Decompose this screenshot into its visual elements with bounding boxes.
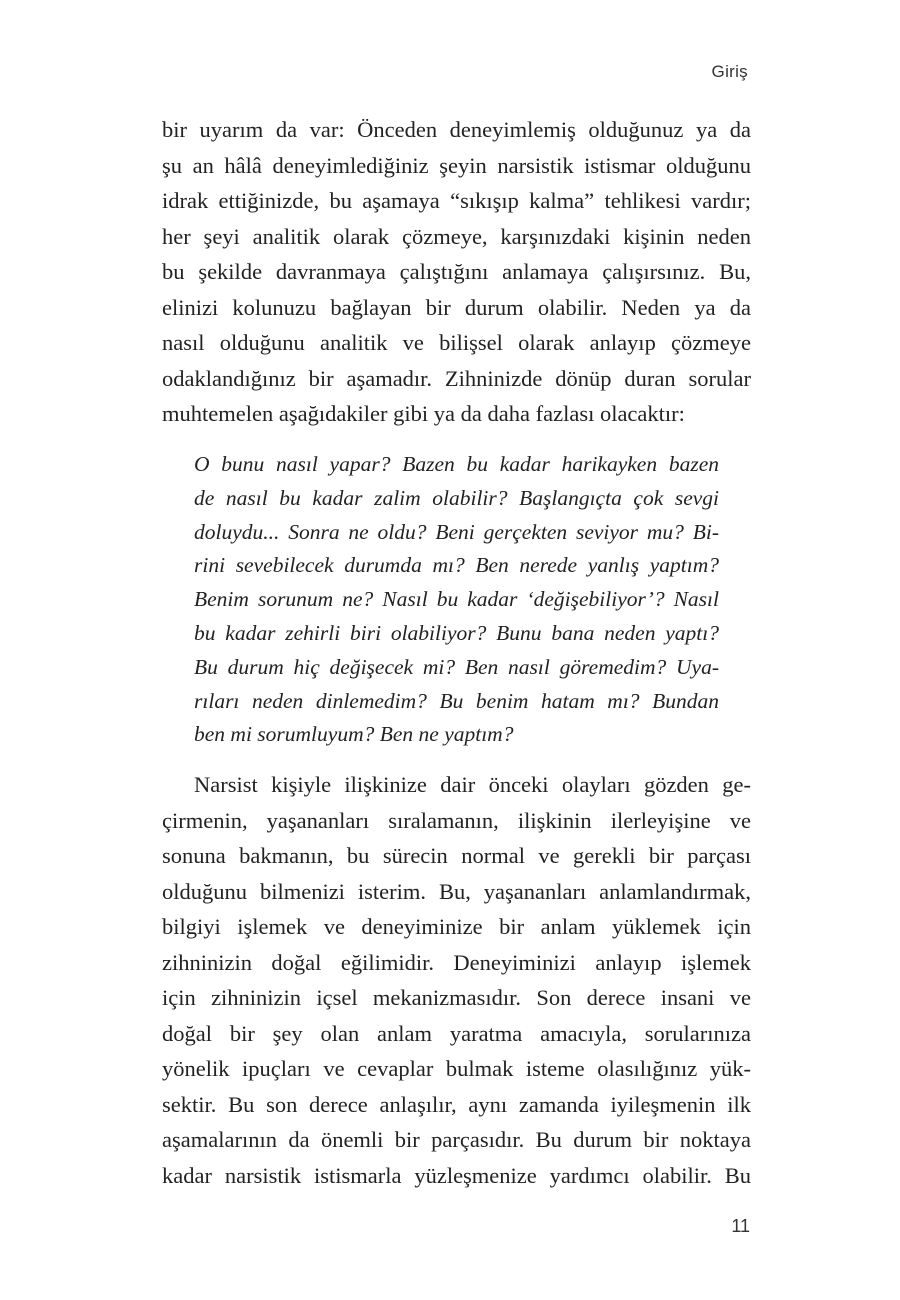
- text-line: yönelik ipuçları ve cevaplar bulmak isteme olasılığınız yük-: [162, 1056, 751, 1081]
- paragraph-1: [162, 112, 751, 432]
- text-line: aşamalarının da önemli bir parçasıdır. Bu durum bir noktaya: [162, 1127, 751, 1152]
- text-line: odaklandığınız bir aşamadır. Zihninizde dönüp duran sorular: [162, 365, 751, 391]
- quote-line: rini sevebilecek durumda mı? Ben nerede yanlış yaptım?: [194, 553, 719, 578]
- quote-line: Bu durum hiç değişecek mi? Ben nasıl göremedim? Uya-: [194, 654, 719, 679]
- text-line: nasıl olduğunu analitik ve bilişsel olarak anlayıp çözmeye: [162, 330, 751, 355]
- text-line: çirmenin, yaşananları sıralamanın, ilişkinin ilerleyişine ve: [162, 807, 751, 833]
- text-line: şu an hâlâ deneyimlediğiniz şeyin narsistik istismar olduğunu: [162, 152, 751, 178]
- quote-line: O bunu nasıl yapar? Bazen bu kadar harikayken bazen: [194, 452, 719, 476]
- quote-line: doluydu... Sonra ne oldu? Beni gerçekten seviyor mu? Bi-: [194, 519, 719, 544]
- text-line: olduğunu bilmenizi isterim. Bu, yaşananları anlamlandırmak,: [162, 878, 751, 904]
- text-line: muhtemelen aşağıdakiler gibi ya da daha fazlası olacaktır:: [162, 401, 685, 426]
- quote-line: de nasıl bu kadar zalim olabilir? Başlangıçta çok sevgi: [194, 485, 719, 510]
- text-line: her şeyi analitik olarak çözmeye, karşınızdaki kişinin neden: [162, 223, 751, 249]
- block-quote: [194, 448, 719, 752]
- text-line: bir uyarım da var: Önceden deneyimlemiş olduğunuz ya da: [162, 117, 751, 142]
- text-line: Narsist kişiyle ilişkinize dair önceki olayları gözden ge-: [194, 772, 751, 797]
- text-line: doğal bir şey olan anlam yaratma amacıyla, sorularınıza: [162, 1020, 751, 1046]
- text-line: kadar narsistik istismarla yüzleşmenize yardımcı olabilir. Bu: [162, 1162, 751, 1188]
- text-line: zihninizin doğal eğilimidir. Deneyiminizi anlayıp işlemek: [162, 949, 751, 975]
- text-line: bu şekilde davranmaya çalıştığını anlamaya çalışırsınız. Bu,: [162, 259, 751, 284]
- text-line: elinizi kolunuzu bağlayan bir durum olabilir. Neden ya da: [162, 294, 751, 320]
- running-header: Giriş: [711, 62, 748, 81]
- text-line: sonuna bakmanın, bu sürecin normal ve gerekli bir parçası: [162, 843, 751, 868]
- text-line: için zihninizin içsel mekanizmasıdır. Son derece insani ve: [162, 985, 751, 1010]
- page-number: 11: [731, 1216, 750, 1236]
- quote-line: Benim sorunum ne? Nasıl bu kadar ‘değişebiliyor’? Nasıl: [194, 587, 719, 612]
- text-line: idrak ettiğinizde, bu aşamaya “sıkışıp kalma” tehlikesi vardır;: [162, 188, 751, 213]
- quote-line: rıları neden dinlemedim? Bu benim hatam mı? Bundan: [194, 688, 719, 713]
- text-line: bilgiyi işlemek ve deneyiminize bir anlam yüklemek için: [162, 914, 751, 939]
- paragraph-2: [162, 767, 751, 1193]
- text-line: sektir. Bu son derece anlaşılır, aynı zamanda iyileşmenin ilk: [162, 1091, 751, 1117]
- quote-line: ben mi sorumluyum? Ben ne yaptım?: [194, 722, 514, 747]
- quote-line: bu kadar zehirli biri olabiliyor? Bunu bana neden yaptı?: [194, 620, 719, 645]
